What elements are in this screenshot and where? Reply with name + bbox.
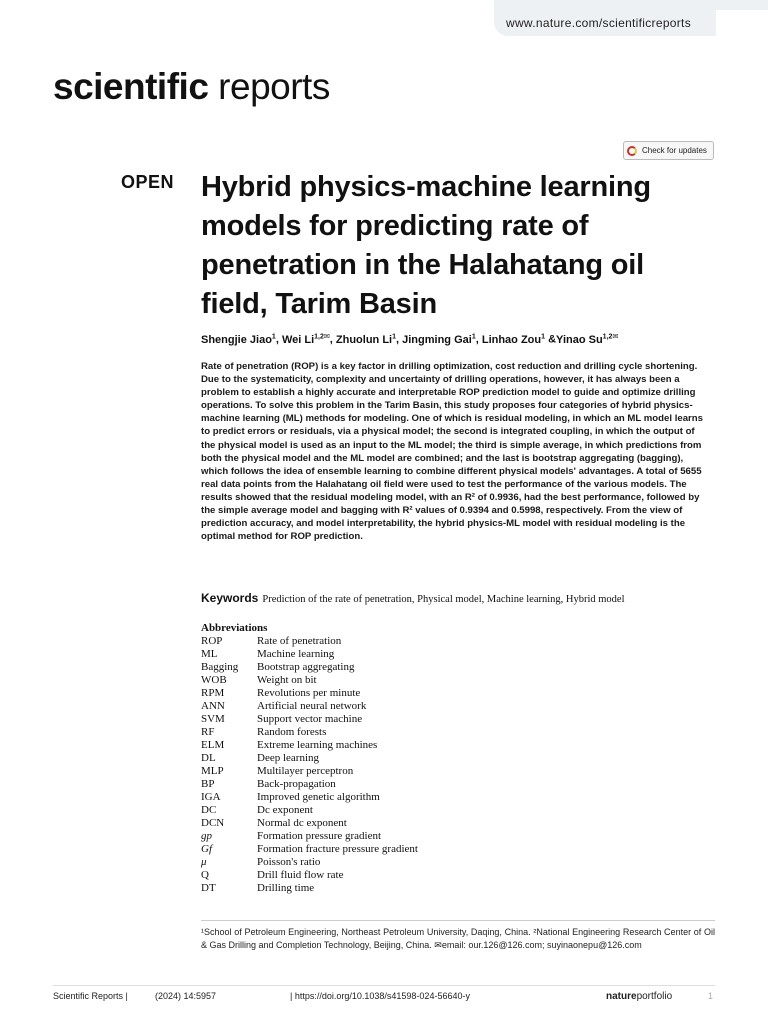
abbreviation-key: BP — [201, 778, 215, 790]
abbreviation-row — [201, 713, 601, 726]
url-tab-top — [494, 0, 716, 10]
abbreviation-key: Gf — [201, 843, 212, 855]
author-3[interactable] — [336, 334, 396, 346]
publisher-rest: portfolio — [636, 991, 673, 1002]
abbreviation-row — [201, 752, 601, 765]
footer-journal: Scientific Reports | — [53, 991, 128, 1001]
brand-regular: reports — [208, 66, 330, 107]
abbreviation-value: Drilling time — [257, 882, 315, 894]
crossmark-icon — [627, 146, 637, 156]
author-1[interactable] — [201, 334, 276, 346]
abbreviation-key: RF — [201, 726, 215, 738]
keywords — [201, 591, 721, 605]
keywords-label: Keywords — [201, 591, 259, 605]
author-6-sup: 1,2✉ — [602, 333, 619, 340]
author-6-name[interactable]: Yinao Su — [556, 333, 603, 346]
abbreviation-value: Multilayer perceptron — [257, 765, 354, 777]
abbreviation-key: ML — [201, 648, 218, 660]
affiliations: ¹School of Petroleum Engineering, Northeast Petroleum University, Daqing, China. ²National Engineering Research Center of Oil & Gas Drilling and Completion Technology, Beijing, China. ✉email: our.126@126.com; suyinaonepu@126.com — [201, 927, 715, 950]
author-list: Shengjie Jiao$^1$, Wei $Li^{1,2✉}$, Zhuolun Li$^1$, Jingming Gai$^1$, Linhao Zou$^1$ &Yinao $Su^{1,2✉}$ — [201, 333, 619, 346]
abbreviation-value: Formation pressure gradient — [257, 830, 382, 842]
abbreviation-row — [201, 869, 601, 882]
abbreviation-key: DL — [201, 752, 216, 764]
author-3-sup: 1 — [392, 333, 396, 340]
page-number: 1 — [708, 991, 714, 1001]
abbreviation-key: DT — [201, 882, 216, 894]
footer-doi-link[interactable]: | https://doi.org/10.1038/s41598-024-56640-y — [290, 991, 470, 1001]
author-2[interactable] — [282, 334, 330, 346]
abbreviation-row — [201, 804, 601, 817]
journal-url[interactable] — [494, 10, 716, 36]
abbreviation-row — [201, 687, 601, 700]
abbreviation-key: μ — [201, 856, 207, 868]
abbreviation-row — [201, 843, 601, 856]
author-2-sup: 1,2✉ — [314, 333, 330, 340]
author-6[interactable] — [556, 334, 618, 346]
check-updates-button[interactable] — [623, 141, 714, 160]
keywords-text: Prediction of the rate of penetration, Physical model, Machine learning, Hybrid model — [262, 594, 625, 605]
url-bar-edge — [716, 0, 768, 10]
abbreviation-value: Extreme learning machines — [257, 739, 378, 751]
abbreviation-value: Normal dc exponent — [257, 817, 347, 829]
abbreviation-key: DC — [201, 804, 217, 816]
abbreviation-row — [201, 661, 601, 674]
abbreviation-key: Bagging — [201, 661, 239, 673]
abbreviation-row — [201, 700, 601, 713]
abbreviation-value: Back-propagation — [257, 778, 336, 790]
author-3-name[interactable]: Zhuolun Li — [335, 333, 393, 346]
author-4-name[interactable]: Jingming Gai — [402, 333, 472, 346]
abbreviation-row — [201, 674, 601, 687]
abbreviation-value: Random forests — [257, 726, 327, 738]
brand-bold: scientific — [53, 66, 209, 107]
author-1-sup: 1 — [271, 333, 276, 340]
abbreviation-value: Dc exponent — [257, 804, 313, 816]
abbreviation-row — [201, 726, 601, 739]
abbreviation-row — [201, 882, 601, 895]
abbreviation-key: ANN — [201, 700, 225, 712]
abbreviation-row — [201, 817, 601, 830]
journal-url-text[interactable]: www.nature.com/scientificreports — [506, 16, 691, 30]
author-4-sup: 1 — [471, 333, 476, 340]
footer-divider — [53, 985, 715, 986]
author-2-name[interactable]: Wei Li — [281, 333, 315, 346]
abbreviation-key: DCN — [201, 817, 225, 829]
abbreviation-value: Rate of penetration — [257, 635, 342, 647]
abbreviation-key: ELM — [201, 739, 225, 751]
affiliation-divider — [201, 920, 715, 921]
abbreviation-value: Poisson's ratio — [257, 856, 321, 868]
abbreviation-key: MLP — [201, 765, 224, 777]
abbreviation-key: ROP — [201, 635, 223, 647]
abbreviation-value: Weight on bit — [257, 674, 317, 686]
abbreviation-key: IGA — [201, 791, 221, 803]
abbreviations-list — [201, 635, 601, 895]
check-updates-label: Check for updates — [642, 146, 707, 155]
abbreviation-key: gp — [201, 830, 212, 842]
abbreviation-value: Machine learning — [257, 648, 335, 660]
publisher-logo — [606, 991, 672, 1002]
abbreviation-row — [201, 765, 601, 778]
abbreviation-value: Revolutions per minute — [257, 687, 361, 699]
author-5-name[interactable]: Linhao Zou — [481, 333, 542, 346]
article-title: Hybrid physics-machine learning models for predicting rate of penetration in the Halahatang oil field, Tarim Basin — [201, 171, 651, 320]
open-access-label: OPEN — [121, 172, 175, 192]
abbreviations-heading: Abbreviations — [201, 622, 268, 634]
author-5-sup: 1 — [541, 333, 546, 340]
author-4[interactable] — [402, 334, 476, 346]
abbreviation-row — [201, 739, 601, 752]
abbreviation-row — [201, 778, 601, 791]
abbreviation-value: Drill fluid flow rate — [257, 869, 344, 881]
abbreviation-value: Bootstrap aggregating — [257, 661, 355, 673]
abbreviation-value: Support vector machine — [257, 713, 363, 725]
author-5[interactable] — [482, 334, 545, 346]
author-1-name[interactable]: Shengjie Jiao — [201, 333, 272, 346]
abbreviation-row — [201, 635, 601, 648]
abbreviation-value: Deep learning — [257, 752, 319, 764]
abbreviation-row — [201, 856, 601, 869]
abbreviation-row — [201, 830, 601, 843]
abbreviation-value: Improved genetic algorithm — [257, 791, 380, 803]
publisher-bold: nature — [606, 991, 637, 1002]
journal-brand — [53, 66, 330, 108]
abbreviation-value: Formation fracture pressure gradient — [257, 843, 418, 855]
abbreviation-value: Artificial neural network — [257, 700, 367, 712]
footer-year-volume: (2024) 14:5957 — [155, 991, 217, 1001]
abbreviation-key: RPM — [201, 687, 225, 699]
abbreviation-key: Q — [201, 869, 209, 881]
abstract: Rate of penetration (ROP) is a key factor in drilling optimization, cost reduction and drilling cycle shortening. Due to the systematicity, complexity and uncertainty of drilling operations, however, it has always been a problem to establish a highly accurate and interpretable ROP prediction model to guide and optimize drilling operations. To solve this problem in the Tarim Basin, this study proposes four categories of hybrid physics-machine learning (ML) methods for modeling. One of which is residual modeling, in which an ML model learns to predict errors or residuals, via a physical model; the second is integrated coupling, in which the output of the physical model is used as an input to the ML model; the third is simple average, in which predictions from both the physical model and the ML model are combined; and the last is bootstrap aggregating (bagging), which follows the idea of ensemble learning to combine different physical models' advantages. A total of 5655 real data points from the Halahatang oil field were used to test the performance of the various models. The results showed that the residual modeling model, with an R² of 0.9936, had the best performance, followed by the simple average model and bagging with R² values of 0.9394 and 0.5998, respectively. From the view of prediction accuracy, and model interpretability, the hybrid physics-ML model with residual modeling is the optimal method for ROP prediction. — [201, 361, 703, 543]
abbreviation-key: WOB — [201, 674, 227, 686]
abbreviation-row — [201, 791, 601, 804]
abbreviation-row — [201, 648, 601, 661]
abbreviation-key: SVM — [201, 713, 225, 725]
